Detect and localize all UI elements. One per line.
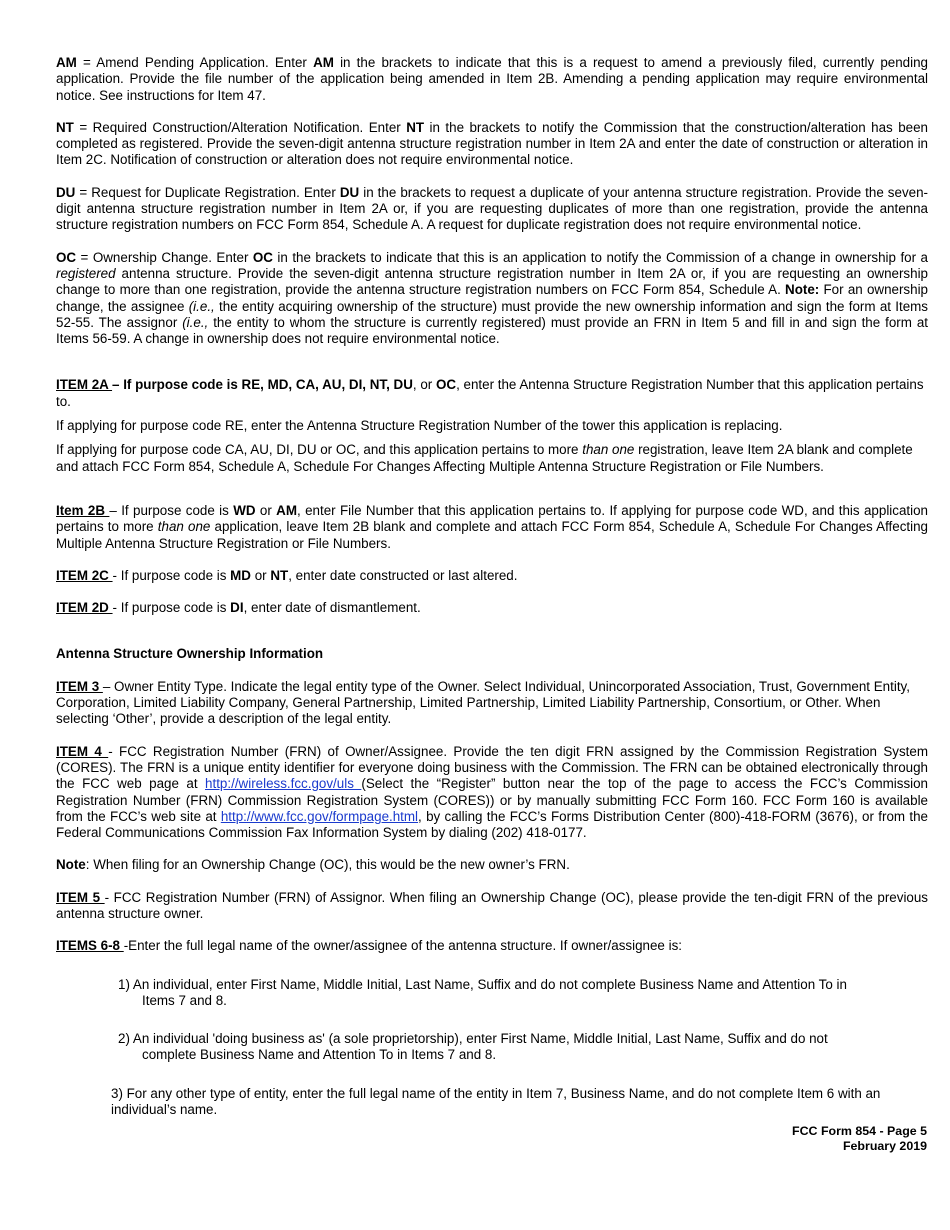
footer-date: February 2019 [842,1139,927,1153]
formpage-link[interactable]: http://www.fcc.gov/formpage.html [220,808,419,824]
footer-form-page: FCC Form 854 - Page 5 [792,1124,927,1138]
item-4: ITEM 4 - FCC Registration Number (FRN) of Owner/Assignee. Provide the ten digit FRN assigned by the Commission Registration System (CORES). The FRN is a unique entity identifier for everyone doing business with the Commission. The FRN can be obtained electronically through the FCC web page at http://wireless.fcc.gov/uls (Select the “Register” button near the top of the page to access the FCC’s Commission Registration Number (FRN) Commission Registration System (CORES)) or by manually submitting FCC Form 160. FCC Form 160 is available from the FCC’s web site at http://www.fcc.gov/formpage.html, by calling the FCC’s Forms Distribution Center (800)-418-FORM (3676), or from the Federal Communications Commission Fax Information System by dialing (202) 418-0177. [56,743,929,841]
item-2d-label: ITEM 2D [56,600,113,616]
code-oc: OC [56,249,77,265]
list-item-2: 2) An individual 'doing business as' (a sole proprietorship), enter First Name, Middle Initial, Last Name, Suffix and do not complete Business Name and Attention To in Items 7 and 8. [118,1031,828,1063]
item-2a-replacing: If applying for purpose code RE, enter the Antenna Structure Registration Number of the tower this application is replacing. [56,418,783,434]
item-2a-label: ITEM 2A [56,377,113,393]
item-2c-label: ITEM 2C [56,567,113,583]
item-2c: ITEM 2C - If purpose code is MD or NT, enter date constructed or last altered. [56,567,518,583]
item-5-label: ITEM 5 [56,889,105,905]
item-2d: ITEM 2D - If purpose code is DI, enter date of dismantlement. [56,600,421,616]
item-2a-multiple: If applying for purpose code CA, AU, DI, DU or OC, and this application pertains to more than one registration, leave Item 2A blank and complete and attach FCC Form 854, Schedule A, Schedule For Changes Affecting Multiple Antenna Structure Registration or File Numbers. [56,442,913,474]
section-heading: Antenna Structure Ownership Information [56,646,324,662]
item-3: ITEM 3 – Owner Entity Type. Indicate the legal entity type of the Owner. Select Individual, Unincorporated Association, Trust, Government Entity, Corporation, Limited Liability Company, General Partnership, Limited Partnership, Limited Liability Partnership, Consortium, or Other. When selecting ‘Other’, provide a description of the legal entity. [56,678,910,727]
note-label: Note [56,857,86,873]
code-nt: NT [56,119,74,135]
item-2b-label: Item 2B [56,502,110,518]
purpose-code-am: AM = Amend Pending Application. Enter AM in the brackets to indicate that this is a request to amend a previously filed, currently pending application. Provide the file number of the application being amended in Item 2B. Amending a pending application may require environmental notice. See instructions for Item 47. [56,55,928,103]
page-footer [792,1124,927,1154]
item-2a: ITEM 2A – If purpose code is RE, MD, CA, AU, DI, NT, DU, or OC, enter the Antenna Structure Registration Number that this application pertains to. [56,377,924,409]
purpose-code-nt: NT = Required Construction/Alteration Notification. Enter NT in the brackets to notify the Commission that the construction/alteration has been completed as registered. Provide the seven-digit antenna structure registration number in Item 2A and enter the date of construction or alteration in Item 2C. Notification of construction or alteration does not require environmental notice. [56,119,928,168]
items-6-8-label: ITEMS 6-8 [56,938,124,954]
list-item-3: 3) For any other type of entity, enter the full legal name of the entity in Item 7, Business Name, and do not complete Item 6 with an individual’s name. [111,1085,881,1118]
code-am: AM [56,55,77,70]
page-content [56,55,928,1118]
item-5: ITEM 5 - FCC Registration Number (FRN) of Assignor. When filing an Ownership Change (OC), please provide the ten-digit FRN of the previous antenna structure owner. [56,889,929,921]
item-2b: Item 2B – If purpose code is WD or AM, enter File Number that this application pertains to. If applying for purpose code WD, and this application pertains to more than one application, leave Item 2B blank and complete and attach FCC Form 854, Schedule A, Schedule For Changes Affecting Multiple Antenna Structure Registration or File Numbers. [56,502,929,551]
uls-link[interactable]: http://wireless.fcc.gov/uls [205,776,362,792]
code-du: DU [56,184,76,200]
item-4-label: ITEM 4 [56,743,109,759]
items-6-8: ITEMS 6-8 -Enter the full legal name of the owner/assignee of the antenna structure. If owner/assignee is: [56,938,682,954]
purpose-code-du: DU = Request for Duplicate Registration. Enter DU in the brackets to request a duplicate of your antenna structure registration. Provide the seven-digit antenna structure registration number in Item 2A or, if you are requesting duplicates of more than one registration, provide the antenna structure registration numbers on FCC Form 854, Schedule A. A request for duplicate registration does not require environmental notice. [56,184,928,233]
note-ownership: Note: When filing for an Ownership Change (OC), this would be the new owner’s FRN. [56,857,570,873]
item-3-label: ITEM 3 [56,678,103,694]
list-item-1: 1) An individual, enter First Name, Middle Initial, Last Name, Suffix and do not complete Business Name and Attention To in Items 7 and 8. [118,976,847,1008]
purpose-code-oc: OC = Ownership Change. Enter OC in the brackets to indicate that this is an application to notify the Commission of a change in ownership for a registered antenna structure. Provide the seven-digit antenna structure registration number in Item 2A or, if you are requesting an ownership change to more than one registration, provide the antenna structure registration numbers on FCC Form 854, Schedule A. Note: For an ownership change, the assignee (i.e., the entity acquiring ownership of the structure) must provide the new ownership information and sign the form at Items 52-55. The assignor (i.e., the entity to whom the structure is currently registered) must provide an FRN in Item 5 and fill in and sign the form at Items 56-59. A change in ownership does not require environmental notice. [56,249,929,347]
